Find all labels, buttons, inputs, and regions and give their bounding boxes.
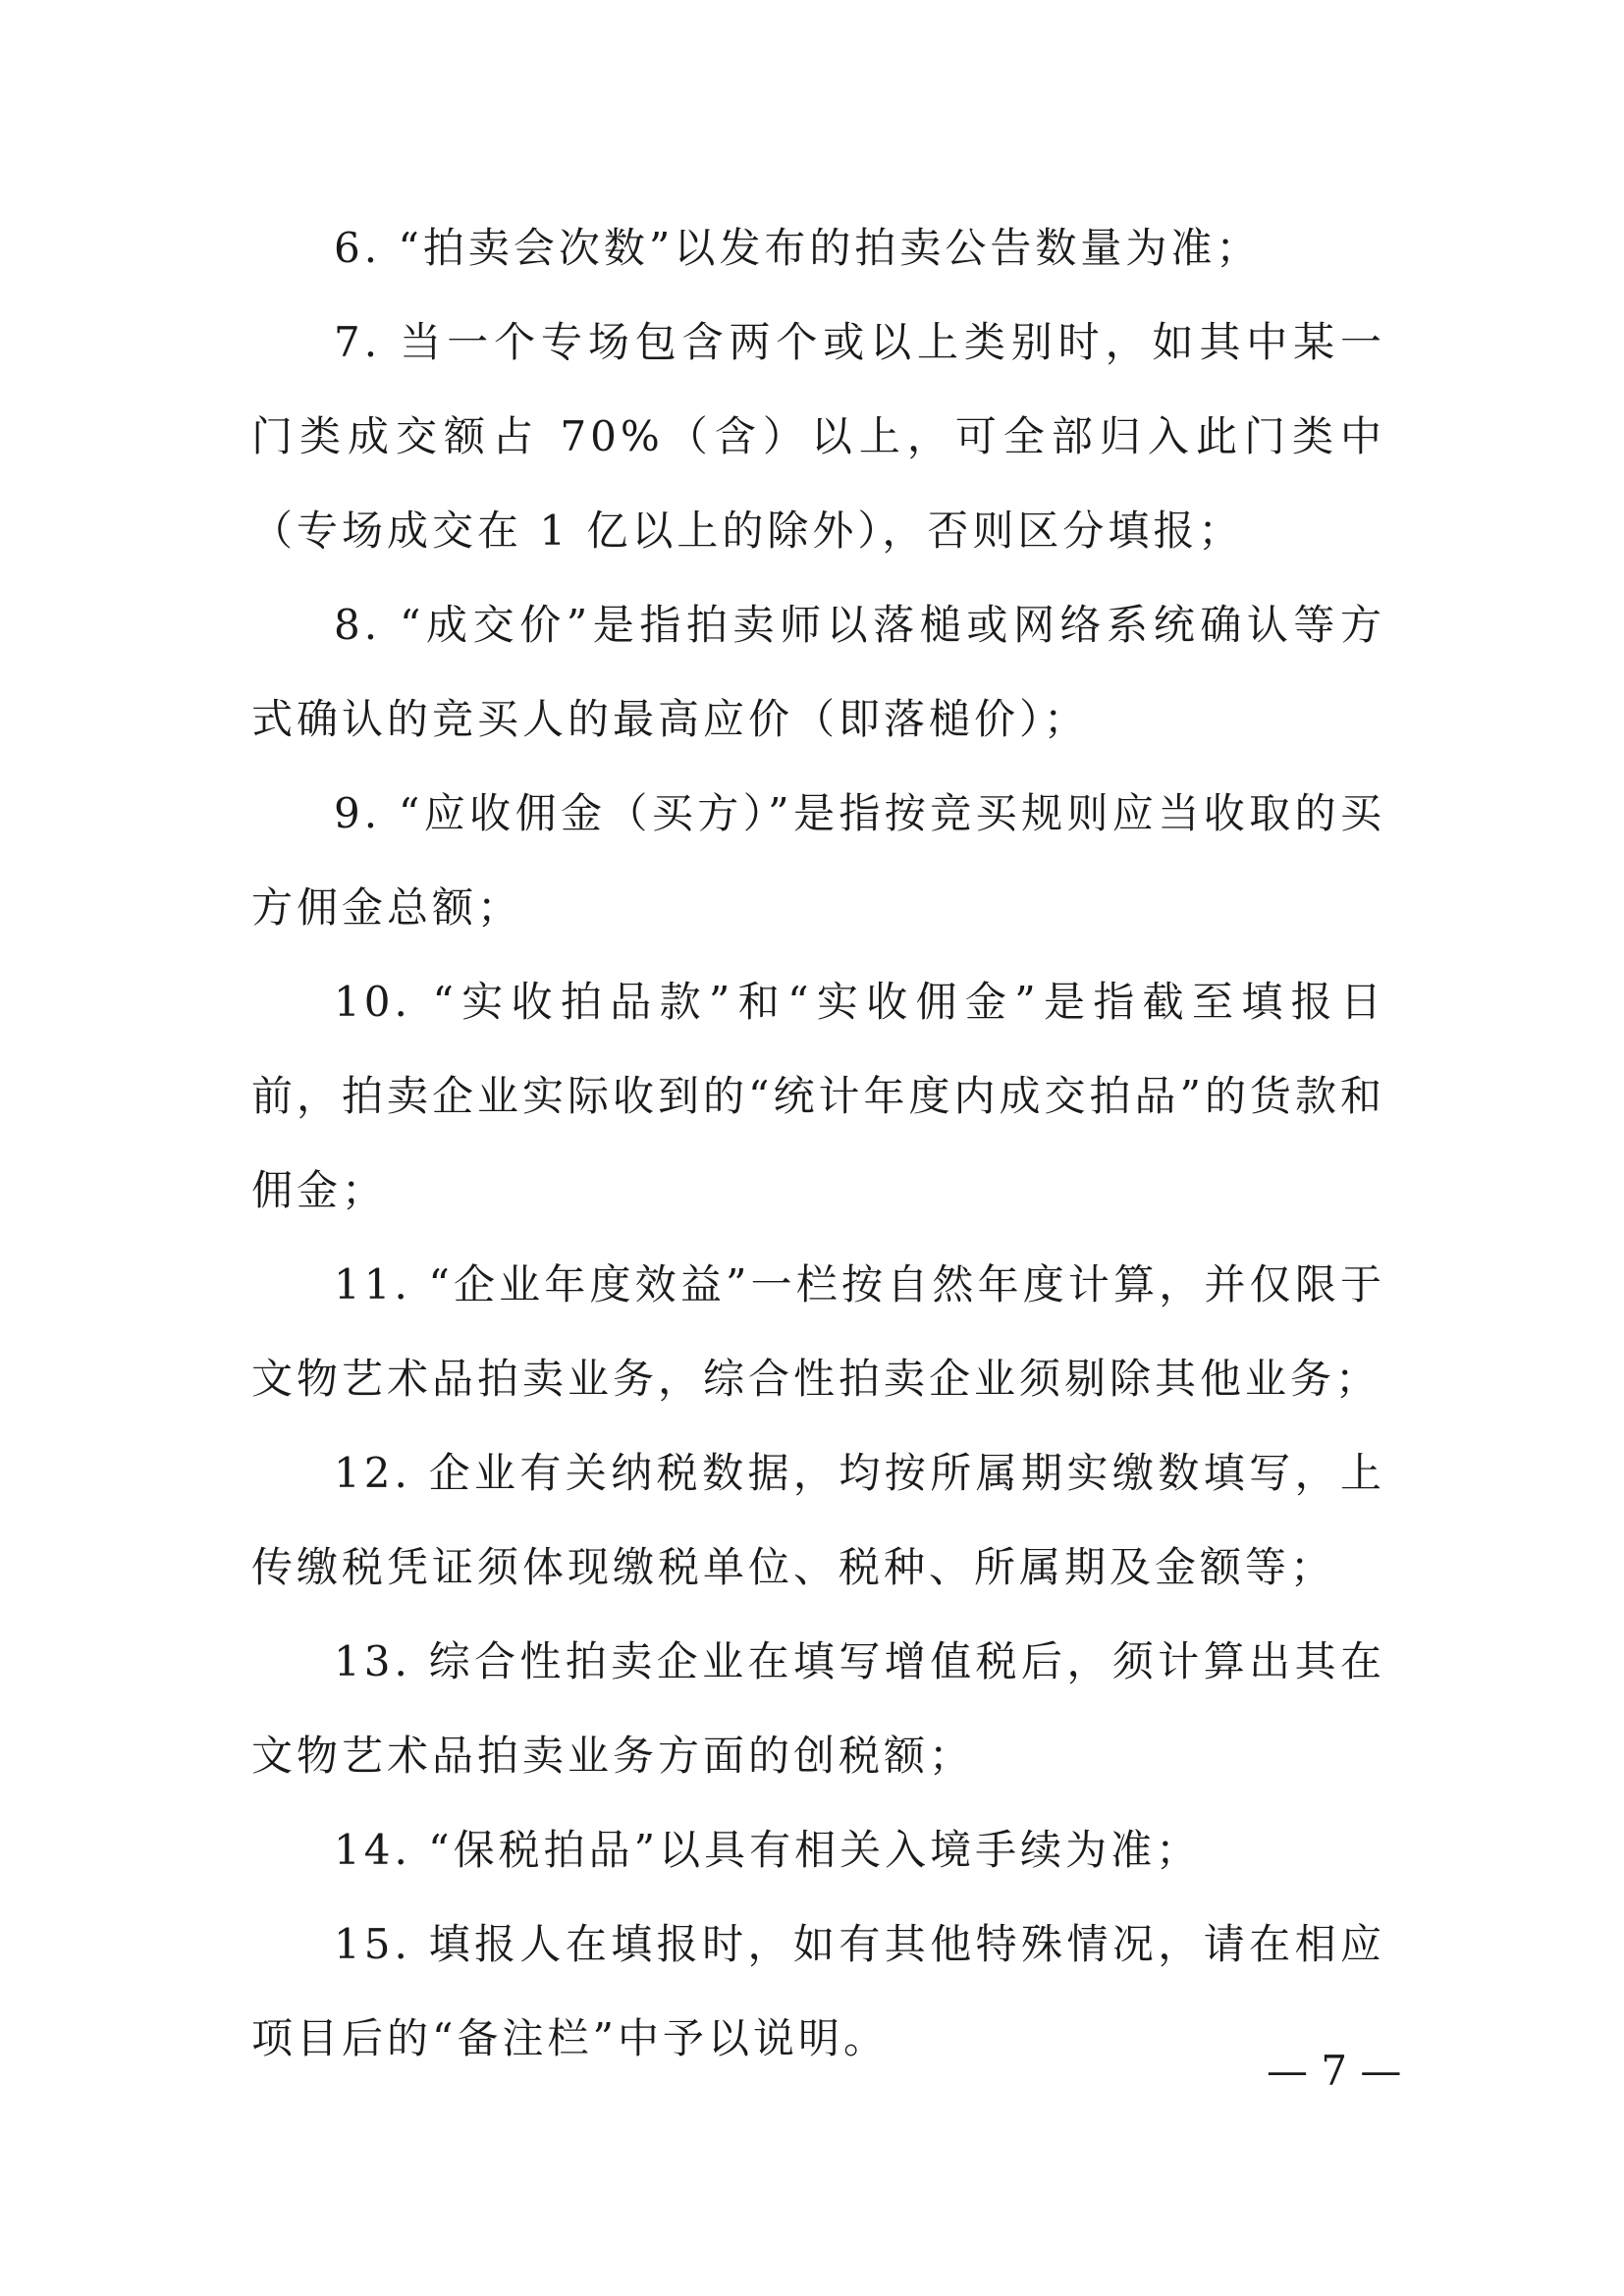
instruction-item-10: 10. “实收拍品款”和“实收佣金”是指截至填报日前，拍卖企业实际收到的“统计年度内成交拍品”的货款和佣金； [251,978,1385,1214]
instruction-item-15: 15. 填报人在填报时，如有其他特殊情况，请在相应项目后的“备注栏”中予以说明。 [251,1920,1385,2062]
instruction-item-12: 12. 企业有关纳税数据，均按所属期实缴数填写，上传缴税凭证须体现缴税单位、税种、所属期及金额等； [251,1449,1385,1591]
instruction-item-11: 11. “企业年度效益”一栏按自然年度计算，并仅限于文物艺术品拍卖业务，综合性拍卖企业须剔除其他业务； [251,1260,1385,1403]
instruction-item-13: 13. 综合性拍卖企业在填写增值税后，须计算出其在文物艺术品拍卖业务方面的创税额； [251,1637,1385,1780]
instruction-item-14: 14. “保税拍品”以具有相关入境手续为准； [334,1826,1202,1874]
instructions-list [251,201,1385,2086]
instruction-item-7: 7. 当一个专场包含两个或以上类别时，如其中某一门类成交额占 70%（含）以上，可全部归入此门类中（专场成交在 1 亿以上的除外），否则区分填报； [251,318,1385,555]
page-number: — 7 — [1267,2047,1402,2095]
instruction-item-8: 8. “成交价”是指拍卖师以落槌或网络系统确认等方式确认的竞买人的最高应价（即落槌价）； [251,601,1385,743]
instruction-item-6: 6. “拍卖会次数”以发布的拍卖公告数量为准； [334,224,1262,272]
instruction-item-9: 9. “应收佣金（买方）”是指按竞买规则应当收取的买方佣金总额； [251,789,1385,932]
